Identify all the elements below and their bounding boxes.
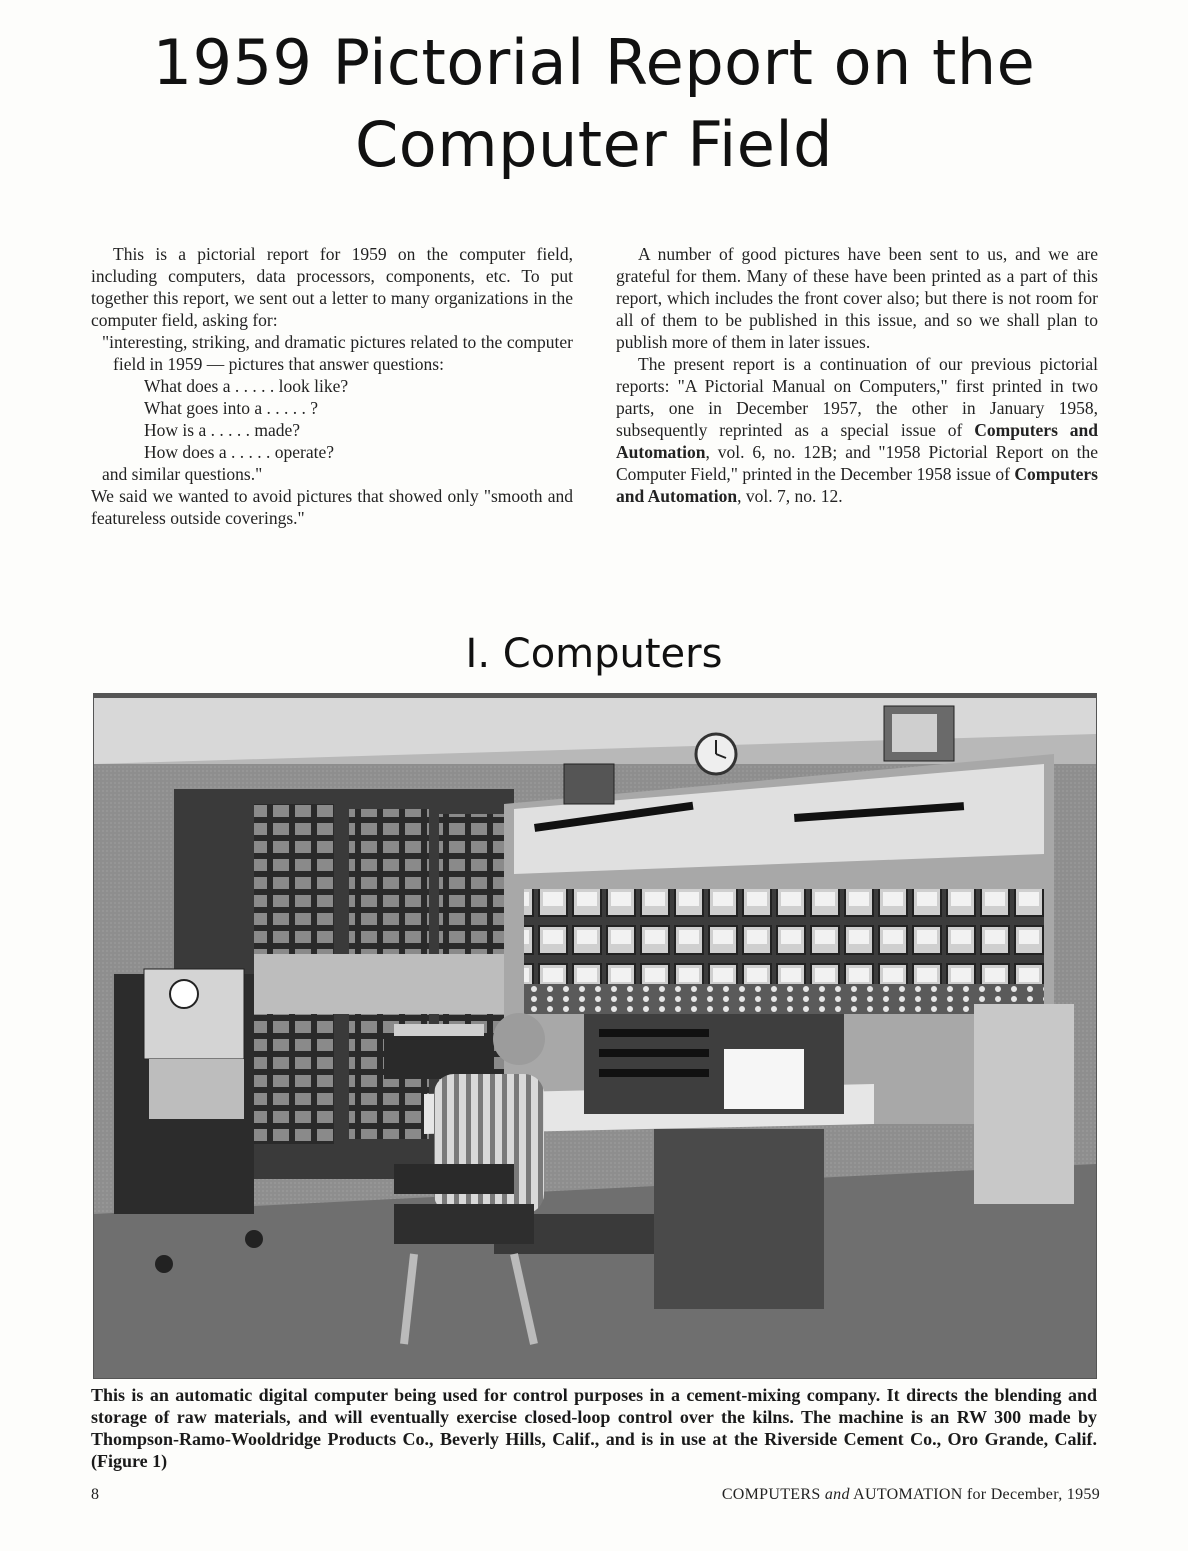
question-item: How does a . . . . . operate? — [144, 442, 335, 462]
quote-intro: "interesting, striking, and dramatic pictures related to the computer field in 1959 — pictures that answer questions: — [102, 332, 573, 374]
title-line-1: 1959 Pictorial Report on the — [152, 26, 1036, 99]
thanks-paragraph: A number of good pictures have been sent to us, and we are grateful for them. Many of these have been printed as a part of this report, which includes the front cover also; but there is not room for all of them to be published in this issue, and so we shall plan to publish more of them in later issues. — [616, 244, 1098, 352]
question-item: What does a . . . . . look like? — [144, 376, 349, 396]
continuation-text-e: , vol. 7, no. 12. — [737, 486, 843, 506]
page-title — [0, 22, 1188, 186]
continuation-text-c: , vol. 6, no. 12B; and "1958 Pictorial Report on the Computer Field," printed in the December 1958 issue of — [616, 442, 1098, 484]
continuation-text-a: The present report is a continuation of our previous pictorial reports: "A Pictorial Manual on Computers," first printed in two parts, one in December 1957, the other in January 1958, subsequently reprinted as a special issue of — [616, 354, 1098, 440]
avoid-paragraph: We said we wanted to avoid pictures that showed only "smooth and featureless outside coverings." — [91, 486, 573, 528]
section-heading: I. Computers — [465, 631, 723, 677]
question-item: How is a . . . . . made? — [144, 420, 301, 440]
footer-journal-and: and — [824, 1486, 850, 1503]
journal-name-2: Computers and Automation — [616, 464, 1098, 506]
intro-paragraph: This is a pictorial report for 1959 on the computer field, including computers, data processors, components, etc. To put together this report, we sent out a letter to many organizations in the computer field, asking for: — [91, 244, 573, 330]
footer-journal-a: COMPUTERS — [721, 1486, 825, 1503]
left-column — [91, 243, 573, 529]
request-quote — [91, 331, 573, 485]
computer-control-room-photo — [93, 693, 1097, 1379]
figure-caption: This is an automatic digital computer being used for control purposes in a cement-mixing company. It directs the blending and storage of raw materials, and will eventually exercise closed-loop control over the kilns. The machine is an RW 300 made by Thompson-Ramo-Wooldridge Products Co., Beverly Hills, Calif., and is in use at the Riverside Cement Co., Oro Grande, Calif. (Figure 1) — [91, 1385, 1097, 1471]
footer-journal-b: AUTOMATION for December, 1959 — [849, 1486, 1100, 1503]
page-number: 8 — [91, 1486, 100, 1503]
question-item: What goes into a . . . . . ? — [144, 398, 318, 418]
running-footer — [722, 1486, 1100, 1504]
quote-close: and similar questions." — [102, 464, 263, 484]
question-list — [102, 375, 573, 463]
journal-name-1: Computers and Automation — [616, 420, 1098, 462]
continuation-paragraph — [616, 353, 1098, 507]
right-column — [616, 243, 1098, 507]
title-line-2: Computer Field — [354, 108, 834, 181]
